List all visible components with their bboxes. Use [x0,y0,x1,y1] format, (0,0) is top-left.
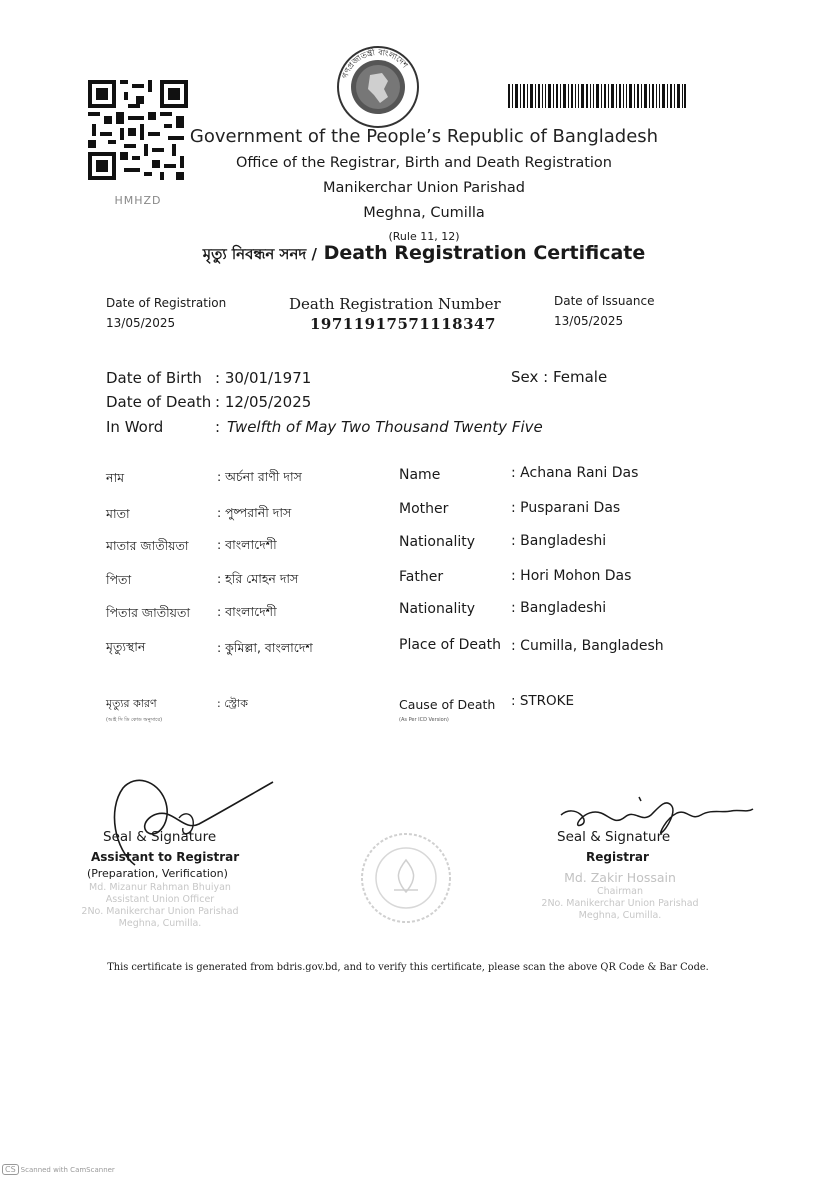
date-of-birth-label: Date of Birth [106,369,202,387]
field-label-bn: নাম [106,470,125,485]
field-value-en: : Hori Mohon Das [511,568,632,584]
union-round-seal-icon [358,830,454,926]
scanner-watermark [2,1164,115,1175]
camscanner-icon: CS [2,1164,19,1175]
left-stamp-line: 2No. Manikerchar Union Parishad [81,906,239,917]
left-stamp-line: Meghna, Cumilla. [118,918,202,929]
field-label-bn: পিতার জাতীয়তা [106,605,191,620]
death-registration-number: 19711917571118347 [310,315,496,333]
date-of-issuance-value: 13/05/2025 [554,314,624,328]
registrar-stamp-name: Md. Zakir Hossain [564,870,676,885]
date-of-death-label: Date of Death [106,393,212,411]
certificate-title-bn: মৃত্যু নিবন্ধন সনদ / [202,245,317,263]
field-label-bn: মাতার জাতীয়তা [106,538,189,553]
field-value-bn: : কুমিল্লা, বাংলাদেশ [217,640,313,655]
field-value-en: : Bangladeshi [511,600,607,616]
field-label-bn: পিতা [106,572,132,587]
date-of-registration-value: 13/05/2025 [106,316,176,330]
certificate-title [0,242,816,268]
registrar-stamp-line: Chairman [597,886,643,897]
union-name: Manikerchar Union Parishad [323,180,525,196]
in-word-label: In Word [106,418,164,436]
barcode [508,84,686,108]
in-word-value: Twelfth of May Two Thousand Twenty Five [227,418,543,436]
field-value-en: : Pusparani Das [511,500,621,516]
svg-text:গণপ্রজাতন্ত্রী বাংলাদেশ: গণপ্রজাতন্ত্রী বাংলাদেশ [340,47,410,80]
field-label-en: Mother [399,501,449,517]
qr-code-text: HMHZD [114,194,162,207]
field-label-en: Name [399,467,441,483]
field-value-bn: : হরি মোহন দাস [217,571,299,586]
left-stamp-line: Md. Mizanur Rahman Bhuiyan [89,882,231,893]
cause-label-en: Cause of Death [399,697,496,712]
cause-sub-bn: (আই সি ডি কোড অনুসারে) [106,717,163,723]
government-title: Government of the People’s Republic of Bangladesh [189,126,659,147]
rule-reference: (Rule 11, 12) [388,230,460,243]
registrar-stamp-line: Meghna, Cumilla. [578,910,662,921]
date-of-registration-label: Date of Registration [106,296,227,310]
cause-sub-en: (As Per ICD Version) [399,717,449,723]
assistant-to-registrar-subtitle: (Preparation, Verification) [87,867,228,880]
field-label-en: Nationality [399,601,476,617]
cause-label-bn: মৃত্যুর কারণ [106,697,157,710]
left-seal-signature-label: Seal & Signature [103,829,217,845]
right-seal-signature-label: Seal & Signature [557,829,671,845]
left-stamp-line: Assistant Union Officer [105,894,215,905]
field-label-bn: মৃত্যুস্থান [106,639,146,654]
office-title: Office of the Registrar, Birth and Death Registration [236,155,612,171]
date-of-issuance-label: Date of Issuance [554,294,655,308]
cause-value-en: : STROKE [511,693,575,709]
left-stamp [70,882,250,930]
cause-value-bn: : স্ট্রোক [217,697,248,710]
scanner-text: Scanned with CamScanner [20,1166,115,1174]
field-label-en: Place of Death [399,637,501,653]
government-seal-icon [336,45,420,129]
in-word-colon: : [215,418,221,436]
field-value-bn: : পুষ্পরানী দাস [217,505,292,520]
verification-note: This certificate is generated from bdris.gov.bd, and to verify this certificate, please scan the above QR Code & Bar Code. [107,962,709,973]
place-name: Meghna, Cumilla [363,205,485,221]
death-registration-number-label: Death Registration Number [289,295,501,313]
field-value-bn: : বাংলাদেশী [217,537,277,552]
field-label-en: Father [399,569,444,585]
field-value-bn: : অর্চনা রাণী দাস [217,469,302,484]
field-value-en: : Bangladeshi [511,533,607,549]
field-label-bn: মাতা [106,506,130,521]
field-value-en: : Achana Rani Das [511,465,639,481]
field-label-en: Nationality [399,534,476,550]
field-value-bn: : বাংলাদেশী [217,604,277,619]
date-of-birth-value: : 30/01/1971 [215,369,312,387]
registrar-stamp [540,886,700,922]
registrar-stamp-line: 2No. Manikerchar Union Parishad [541,898,699,909]
assistant-to-registrar-title: Assistant to Registrar [91,850,240,864]
field-value-en: : Cumilla, Bangladesh [511,638,664,654]
sex-value: Sex : Female [511,368,608,386]
date-of-death-value: : 12/05/2025 [215,393,312,411]
registrar-title: Registrar [586,850,649,864]
certificate-title-en: Death Registration Certificate [323,242,646,264]
